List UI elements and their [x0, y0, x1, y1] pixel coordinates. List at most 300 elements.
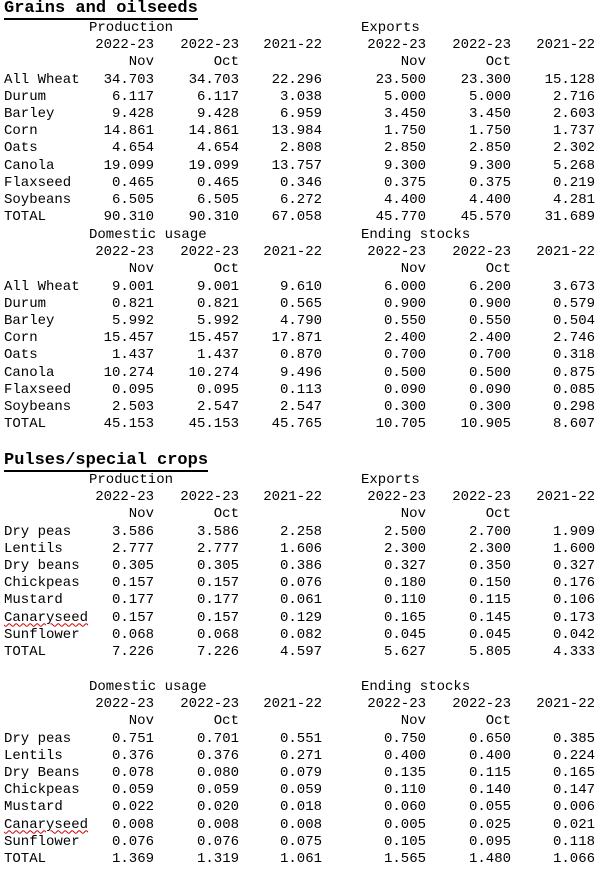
- cell-value: 45.770: [375, 209, 426, 226]
- row-label: Sunflower: [4, 833, 80, 850]
- cell-value: 0.177: [196, 592, 239, 609]
- group-label-right: Ending stocks: [361, 679, 471, 695]
- cell-value: 0.386: [279, 558, 322, 574]
- table-row: [0, 575, 600, 592]
- cell-value: 67.058: [271, 209, 322, 226]
- cell-value: 2.400: [468, 330, 511, 347]
- cell-value: 4.333: [552, 644, 595, 660]
- row-label: Oats: [4, 347, 38, 364]
- month-header: Oct: [213, 506, 239, 523]
- cell-value: 0.147: [552, 782, 595, 799]
- table-row: [0, 765, 600, 782]
- cell-value: 0.550: [468, 313, 511, 329]
- group-label-right: Exports: [361, 472, 420, 488]
- cell-value: 3.586: [111, 523, 154, 540]
- cell-value: 2.400: [383, 330, 426, 347]
- year-header: 2021-22: [536, 244, 595, 261]
- row-label: Dry peas: [4, 730, 72, 747]
- cell-value: 6.000: [383, 278, 426, 295]
- row-label: Canola: [4, 157, 55, 174]
- year-header: 2022-23: [367, 489, 426, 506]
- cell-value: 0.500: [468, 364, 511, 381]
- cell-value: 13.984: [271, 123, 322, 140]
- cell-value: 5.992: [196, 313, 239, 329]
- cell-value: 0.875: [552, 364, 595, 381]
- month-header: Oct: [213, 713, 239, 730]
- total-row: [0, 644, 600, 661]
- cell-value: 0.700: [383, 347, 426, 364]
- cell-value: 10.274: [188, 364, 239, 381]
- month-header-row: [0, 261, 600, 278]
- cell-value: 0.055: [468, 799, 511, 816]
- month-header-row: [0, 713, 600, 730]
- year-header: 2022-23: [452, 696, 511, 713]
- cell-value: 2.258: [279, 523, 322, 540]
- section-title: Pulses/special crops: [4, 451, 209, 470]
- cell-value: 23.500: [375, 71, 426, 88]
- table-row: [0, 799, 600, 816]
- cell-value: 1.066: [552, 851, 595, 867]
- cell-value: 0.021: [552, 816, 595, 833]
- table-row: [0, 330, 600, 347]
- cell-value: 0.870: [279, 347, 322, 364]
- cell-value: 1.750: [383, 123, 426, 140]
- group-label-right: Ending stocks: [361, 227, 471, 243]
- month-header: Nov: [128, 506, 154, 523]
- cell-value: 0.327: [383, 558, 426, 574]
- cell-value: 1.061: [279, 851, 322, 867]
- row-label: Dry beans: [4, 558, 80, 574]
- cell-value: 13.757: [271, 157, 322, 174]
- cell-value: 0.346: [279, 174, 322, 191]
- cell-value: 2.808: [279, 140, 322, 157]
- cell-value: 9.300: [383, 157, 426, 174]
- cell-value: 0.090: [468, 381, 511, 398]
- month-header: Nov: [128, 54, 154, 71]
- cell-value: 0.059: [196, 782, 239, 799]
- cell-value: 0.375: [383, 174, 426, 191]
- cell-value: 0.751: [111, 730, 154, 747]
- year-header: 2021-22: [536, 696, 595, 713]
- table-row: [0, 817, 600, 834]
- year-header: 2022-23: [180, 489, 239, 506]
- cell-value: 0.750: [383, 730, 426, 747]
- year-header-row: [0, 489, 600, 506]
- cell-value: 0.008: [279, 816, 322, 833]
- cell-value: 19.099: [188, 157, 239, 174]
- cell-value: 15.457: [103, 330, 154, 347]
- cell-value: 0.045: [383, 626, 426, 643]
- cell-value: 6.200: [468, 278, 511, 295]
- cell-value: 9.496: [279, 364, 322, 381]
- cell-value: 2.503: [111, 399, 154, 415]
- row-label: Soybeans: [4, 192, 72, 208]
- month-header: Nov: [128, 713, 154, 730]
- cell-value: 0.095: [111, 381, 154, 398]
- cell-value: 2.500: [383, 523, 426, 540]
- cell-value: 0.061: [279, 592, 322, 609]
- month-header-row: [0, 54, 600, 71]
- cell-value: 0.076: [196, 833, 239, 850]
- cell-value: 4.281: [552, 192, 595, 208]
- month-header: Oct: [213, 261, 239, 278]
- month-header: Nov: [400, 713, 426, 730]
- group-label-right: Exports: [361, 20, 420, 36]
- cell-value: 0.145: [468, 609, 511, 626]
- row-label: All Wheat: [4, 71, 80, 88]
- cell-value: 1.909: [552, 523, 595, 540]
- cell-value: 1.565: [383, 851, 426, 867]
- cell-value: 4.790: [279, 313, 322, 329]
- row-label: Chickpeas: [4, 782, 80, 799]
- cell-value: 7.226: [111, 644, 154, 660]
- cell-value: 23.300: [460, 71, 511, 88]
- table-row: [0, 524, 600, 541]
- cell-value: 0.118: [552, 833, 595, 850]
- group-label-left: Domestic usage: [89, 227, 207, 243]
- month-header: Oct: [485, 261, 511, 278]
- row-label: TOTAL: [4, 644, 47, 660]
- cell-value: 7.226: [196, 644, 239, 660]
- cell-value: 9.428: [111, 106, 154, 122]
- row-label: Mustard: [4, 799, 63, 816]
- row-label: Canola: [4, 364, 55, 381]
- group-label-left: Production: [89, 20, 174, 36]
- table-row: [0, 592, 600, 609]
- cell-value: 0.157: [196, 575, 239, 592]
- month-header: Oct: [485, 54, 511, 71]
- row-label: Dry peas: [4, 523, 72, 540]
- group-label-left: Production: [89, 472, 174, 488]
- cell-value: 0.350: [468, 558, 511, 574]
- table-row: [0, 106, 600, 123]
- cell-value: 1.606: [279, 540, 322, 557]
- month-header: Oct: [485, 713, 511, 730]
- cell-value: 0.105: [383, 833, 426, 850]
- cell-value: 10.705: [375, 416, 426, 433]
- row-label: All Wheat: [4, 278, 80, 295]
- row-label: Oats: [4, 140, 38, 157]
- cell-value: 0.900: [468, 295, 511, 312]
- cell-value: 9.428: [196, 106, 239, 122]
- cell-value: 34.703: [103, 71, 154, 88]
- cell-value: 0.550: [383, 313, 426, 329]
- cell-value: 0.176: [552, 575, 595, 592]
- cell-value: 0.224: [552, 747, 595, 764]
- cell-value: 34.703: [188, 71, 239, 88]
- cell-value: 1.319: [196, 851, 239, 867]
- cell-value: 0.400: [468, 747, 511, 764]
- cell-value: 0.068: [196, 626, 239, 643]
- cell-value: 6.959: [279, 106, 322, 122]
- cell-value: 0.565: [279, 295, 322, 312]
- cell-value: 0.375: [468, 174, 511, 191]
- cell-value: 4.597: [279, 644, 322, 660]
- table-row: [0, 296, 600, 313]
- cell-value: 0.157: [196, 609, 239, 626]
- cell-value: 0.821: [196, 295, 239, 312]
- cell-value: 0.376: [196, 747, 239, 764]
- year-header: 2021-22: [536, 489, 595, 506]
- year-header: 2022-23: [95, 37, 154, 54]
- row-label: Dry Beans: [4, 765, 80, 781]
- cell-value: 0.006: [552, 799, 595, 816]
- cell-value: 4.400: [468, 192, 511, 208]
- cell-value: 0.180: [383, 575, 426, 592]
- total-row: [0, 851, 600, 868]
- total-row: [0, 416, 600, 433]
- cell-value: 31.689: [544, 209, 595, 226]
- month-header: Nov: [400, 54, 426, 71]
- row-label: Durum: [4, 295, 47, 312]
- year-header: 2022-23: [452, 489, 511, 506]
- cell-value: 1.369: [111, 851, 154, 867]
- cell-value: 17.871: [271, 330, 322, 347]
- year-header: 2022-23: [95, 696, 154, 713]
- cell-value: 2.603: [552, 106, 595, 122]
- table-row: [0, 748, 600, 765]
- cell-value: 0.135: [383, 765, 426, 781]
- cell-value: 0.068: [111, 626, 154, 643]
- cell-value: 0.018: [279, 799, 322, 816]
- cell-value: 1.750: [468, 123, 511, 140]
- cell-value: 6.505: [196, 192, 239, 208]
- cell-value: 90.310: [188, 209, 239, 226]
- cell-value: 2.777: [111, 540, 154, 557]
- cell-value: 9.001: [196, 278, 239, 295]
- group-header-row: [0, 679, 600, 696]
- cell-value: 0.082: [279, 626, 322, 643]
- row-label: Barley: [4, 106, 55, 122]
- cell-value: 2.547: [279, 399, 322, 415]
- cell-value: 2.777: [196, 540, 239, 557]
- year-header: 2021-22: [263, 244, 322, 261]
- cell-value: 0.271: [279, 747, 322, 764]
- month-header: Nov: [400, 261, 426, 278]
- table-row: [0, 140, 600, 157]
- month-header: Oct: [485, 506, 511, 523]
- cell-value: 0.701: [196, 730, 239, 747]
- cell-value: 45.765: [271, 416, 322, 433]
- row-label: Barley: [4, 313, 55, 329]
- cell-value: 5.268: [552, 157, 595, 174]
- cell-value: 6.117: [111, 88, 154, 105]
- year-header-row: [0, 696, 600, 713]
- table-row: [0, 158, 600, 175]
- cell-value: 5.627: [383, 644, 426, 660]
- total-row: [0, 209, 600, 226]
- cell-value: 3.450: [383, 106, 426, 122]
- table-row: [0, 72, 600, 89]
- cell-value: 0.157: [111, 575, 154, 592]
- year-header: 2021-22: [263, 37, 322, 54]
- cell-value: 2.302: [552, 140, 595, 157]
- cell-value: 9.001: [111, 278, 154, 295]
- row-label: Canaryseed: [4, 816, 89, 833]
- cell-value: 0.500: [383, 364, 426, 381]
- cell-value: 45.570: [460, 209, 511, 226]
- month-header: Oct: [213, 54, 239, 71]
- cell-value: 10.274: [103, 364, 154, 381]
- cell-value: 45.153: [103, 416, 154, 433]
- cell-value: 0.305: [196, 558, 239, 574]
- cell-value: 1.737: [552, 123, 595, 140]
- cell-value: 0.008: [111, 816, 154, 833]
- row-label: Mustard: [4, 592, 63, 609]
- year-header: 2021-22: [263, 489, 322, 506]
- cell-value: 0.900: [383, 295, 426, 312]
- cell-value: 0.157: [111, 609, 154, 626]
- cell-value: 0.219: [552, 174, 595, 191]
- cell-value: 0.165: [383, 609, 426, 626]
- cell-value: 4.400: [383, 192, 426, 208]
- cell-value: 9.610: [279, 278, 322, 295]
- cell-value: 0.075: [279, 833, 322, 850]
- cell-value: 0.085: [552, 381, 595, 398]
- cell-value: 0.300: [383, 399, 426, 415]
- cell-value: 3.586: [196, 523, 239, 540]
- cell-value: 2.850: [383, 140, 426, 157]
- year-header-row: [0, 37, 600, 54]
- cell-value: 0.110: [383, 782, 426, 799]
- cell-value: 0.165: [552, 765, 595, 781]
- cell-value: 0.113: [279, 381, 322, 398]
- cell-value: 0.551: [279, 730, 322, 747]
- cell-value: 19.099: [103, 157, 154, 174]
- cell-value: 4.654: [111, 140, 154, 157]
- cell-value: 5.805: [468, 644, 511, 660]
- year-header: 2022-23: [180, 37, 239, 54]
- group-header-row: [0, 227, 600, 244]
- cell-value: 0.022: [111, 799, 154, 816]
- cell-value: 0.042: [552, 626, 595, 643]
- cell-value: 0.090: [383, 381, 426, 398]
- cell-value: 14.861: [103, 123, 154, 140]
- cell-value: 1.600: [552, 540, 595, 557]
- cell-value: 0.078: [111, 765, 154, 781]
- row-label: Lentils: [4, 540, 63, 557]
- cell-value: 0.115: [468, 765, 511, 781]
- table-row: [0, 89, 600, 106]
- cell-value: 90.310: [103, 209, 154, 226]
- cell-value: 10.905: [460, 416, 511, 433]
- group-label-left: Domestic usage: [89, 679, 207, 695]
- row-label: Durum: [4, 88, 47, 105]
- cell-value: 2.716: [552, 88, 595, 105]
- group-header-row: [0, 20, 600, 37]
- row-label: TOTAL: [4, 416, 47, 433]
- table-row: [0, 365, 600, 382]
- year-header: 2022-23: [95, 244, 154, 261]
- table-row: [0, 192, 600, 209]
- cell-value: 0.095: [468, 833, 511, 850]
- section-title: Grains and oilseeds: [4, 0, 198, 18]
- cell-value: 0.110: [383, 592, 426, 609]
- cell-value: 22.296: [271, 71, 322, 88]
- cell-value: 1.437: [111, 347, 154, 364]
- year-header: 2022-23: [367, 244, 426, 261]
- cell-value: 0.579: [552, 295, 595, 312]
- cell-value: 0.045: [468, 626, 511, 643]
- cell-value: 6.505: [111, 192, 154, 208]
- cell-value: 0.700: [468, 347, 511, 364]
- cell-value: 0.177: [111, 592, 154, 609]
- table-row: [0, 627, 600, 644]
- cell-value: 5.000: [383, 88, 426, 105]
- cell-value: 0.140: [468, 782, 511, 799]
- cell-value: 0.059: [111, 782, 154, 799]
- cell-value: 0.173: [552, 609, 595, 626]
- row-label: Flaxseed: [4, 381, 72, 398]
- cell-value: 0.095: [196, 381, 239, 398]
- row-label: Corn: [4, 123, 38, 140]
- group-header-row: [0, 472, 600, 489]
- cell-value: 4.654: [196, 140, 239, 157]
- cell-value: 0.400: [383, 747, 426, 764]
- cell-value: 6.272: [279, 192, 322, 208]
- table-row: [0, 782, 600, 799]
- cell-value: 0.079: [279, 765, 322, 781]
- table-row: [0, 347, 600, 364]
- table-row: [0, 610, 600, 627]
- cell-value: 0.298: [552, 399, 595, 415]
- cell-value: 0.060: [383, 799, 426, 816]
- table-row: [0, 313, 600, 330]
- table-row: [0, 279, 600, 296]
- cell-value: 2.746: [552, 330, 595, 347]
- cell-value: 3.450: [468, 106, 511, 122]
- cell-value: 5.000: [468, 88, 511, 105]
- cell-value: 14.861: [188, 123, 239, 140]
- cell-value: 0.465: [196, 174, 239, 191]
- cell-value: 0.318: [552, 347, 595, 364]
- year-header: 2022-23: [180, 244, 239, 261]
- year-header: 2022-23: [367, 37, 426, 54]
- cell-value: 1.437: [196, 347, 239, 364]
- table-row: [0, 399, 600, 416]
- table-row: [0, 175, 600, 192]
- cell-value: 2.547: [196, 399, 239, 415]
- cell-value: 0.020: [196, 799, 239, 816]
- cell-value: 15.457: [188, 330, 239, 347]
- cell-value: 8.607: [552, 416, 595, 433]
- year-header: 2022-23: [452, 244, 511, 261]
- cell-value: 3.673: [552, 278, 595, 295]
- row-label: Soybeans: [4, 399, 72, 415]
- cell-value: 0.150: [468, 575, 511, 592]
- cell-value: 2.300: [383, 540, 426, 557]
- year-header: 2022-23: [95, 489, 154, 506]
- cell-value: 2.850: [468, 140, 511, 157]
- year-header: 2022-23: [180, 696, 239, 713]
- table-row: [0, 382, 600, 399]
- cell-value: 0.305: [111, 558, 154, 574]
- table-row: [0, 731, 600, 748]
- cell-value: 0.327: [552, 558, 595, 574]
- cell-value: 0.650: [468, 730, 511, 747]
- row-label: Corn: [4, 330, 38, 347]
- cell-value: 0.025: [468, 816, 511, 833]
- table-row: [0, 123, 600, 140]
- cell-value: 0.465: [111, 174, 154, 191]
- table-row: [0, 558, 600, 575]
- year-header-row: [0, 244, 600, 261]
- row-label: TOTAL: [4, 209, 47, 226]
- row-label: TOTAL: [4, 851, 47, 867]
- table-row: [0, 834, 600, 851]
- cell-value: 0.080: [196, 765, 239, 781]
- year-header: 2022-23: [452, 37, 511, 54]
